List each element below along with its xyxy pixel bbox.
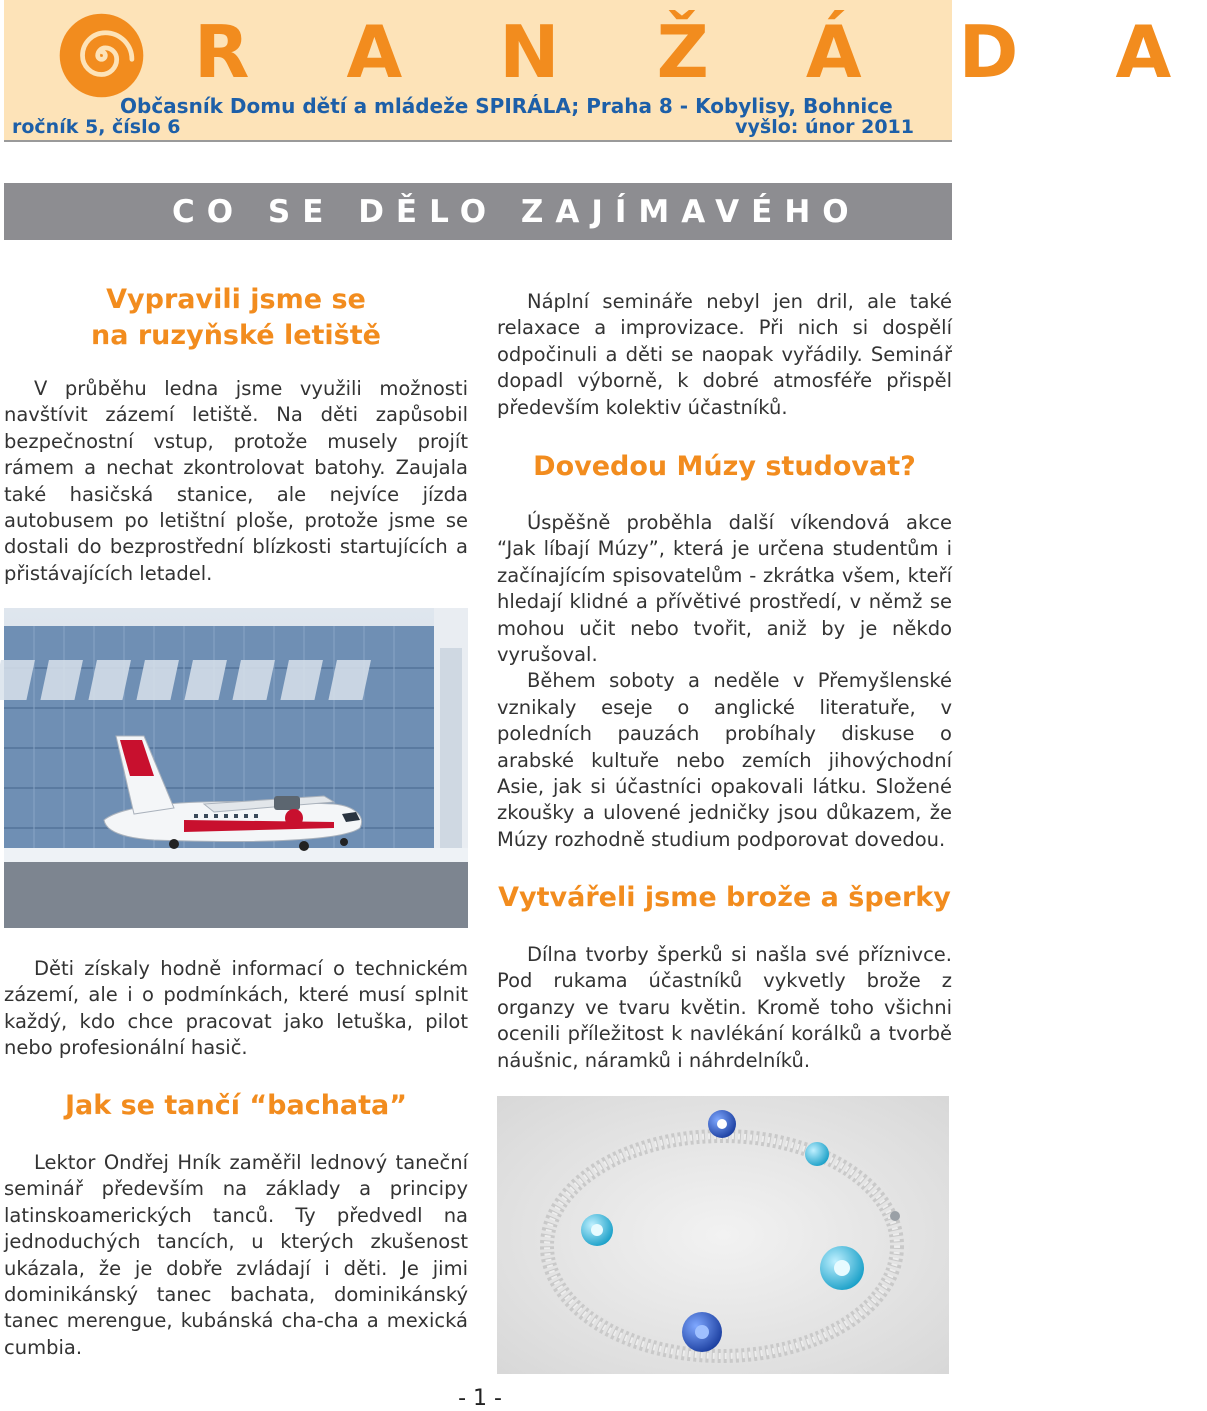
- publish-date: vyšlo: únor 2011: [735, 116, 914, 138]
- muzy-heading: Dovedou Múzy studovat?: [533, 451, 916, 482]
- muzy-paragraph-2: Během soboty a neděle v Přemyšlenské vznikaly eseje o anglické literatuře, v poledních pauzách probíhaly diskuse o arabské kultuře nebo zemích jihovýchodní Asie, jak si účastníci opakovali látku. Složené zkoušky a ulovené jedničky jsou důkazem, že Múzy rozhodně studium podporovat dovedou.: [497, 669, 952, 851]
- airport-text: [4, 376, 468, 587]
- bachata-text: [4, 1150, 468, 1361]
- section-title: CO SE DĚLO ZAJÍMAVÉHO: [172, 194, 861, 230]
- airport-heading-line1: Vypravili jsme se: [106, 284, 366, 315]
- spiral-logo-icon: [54, 8, 149, 103]
- bachata-paragraph: Lektor Ondřej Hník zaměřil lednový taneční seminář především na základy a principy latinskoamerických tanců. Ty předvedl na jednoduchých tancích, u kterých zkušenost ukázala, že je dobře zvládají i děti. Je jimi dominikánský tanec bachata, dominikánský tanec merengue, kubánská cha-cha a mexická cumbia.: [4, 1151, 468, 1359]
- page-number: - 1 -: [458, 1386, 502, 1411]
- bracelet-photo: [497, 1096, 949, 1374]
- airplane-photo: [4, 608, 468, 928]
- seminar-text: [497, 289, 952, 421]
- jewelry-paragraph: Dílna tvorby šperků si našla své příznivce. Pod rukama účastníků vykvetly brože z organzy ve tvaru květin. Kromě toho všichni ocenili příležitost k navlékání korálků a tvorbě náušnic, náramků i náhrdelníků.: [497, 943, 952, 1072]
- bachata-heading: Jak se tančí “bachata”: [64, 1090, 408, 1121]
- newsletter-subtitle: Občasník Domu dětí a mládeže SPIRÁLA; Praha 8 - Kobylisy, Bohnice: [120, 94, 893, 118]
- masthead: [4, 0, 1207, 142]
- issue-number: ročník 5, číslo 6: [12, 116, 181, 138]
- muzy-text: [497, 510, 952, 853]
- airport-text-2: [4, 956, 468, 1062]
- airport-heading-line2: na ruzyňské letiště: [91, 320, 381, 351]
- section-banner: [4, 183, 952, 240]
- airport-paragraph-2: Děti získaly hodně informací o technickém zázemí, ale i o podmínkách, které musí splnit každý, kdo chce pracovat jako letuška, pilot nebo profesionální hasič.: [4, 957, 468, 1060]
- jewelry-text: [497, 942, 952, 1074]
- newsletter-title: R A N Ž Á D A: [194, 10, 1207, 94]
- airport-paragraph-1: V průběhu ledna jsme využili možnosti navštívit zázemí letiště. Na děti zapůsobil bezpečnostní vstup, protože musely projít rámem a nechat zkontrolovat batohy. Zaujala také hasičská stanice, ale nejvíce jízda autobusem po letištní ploše, protože jsme se dostali do bezprostřední blízkosti startujících a přistávajících letadel.: [4, 377, 468, 585]
- muzy-paragraph-1: Úspěšně proběhla další víkendová akce “Jak líbají Múzy”, která je určena studentům i začínajícím spisovatelům - zkrátka všem, kteří hledají klidné a přívětivé prostředí, v němž se mohou učit nebo tvořit, aniž by je někdo vyrušoval.: [497, 511, 952, 667]
- seminar-paragraph: Náplní semináře nebyl jen dril, ale také relaxace a improvizace. Při nich si dospělí odpočinuli a děti se naopak vyřádily. Seminář dopadl výborně, k dobré atmosféře přispěl především kolektiv účastníků.: [497, 290, 952, 419]
- jewelry-heading: Vytvářeli jsme brože a šperky: [498, 882, 951, 913]
- airport-heading: [4, 282, 468, 354]
